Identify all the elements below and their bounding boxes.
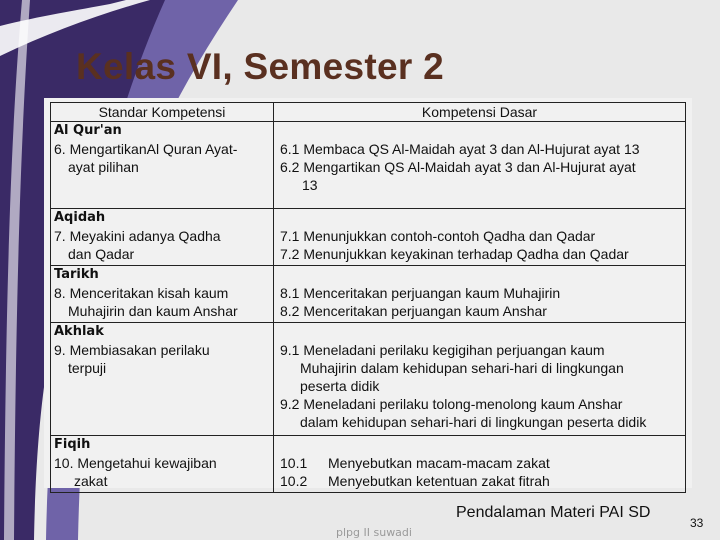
sk-alquran-line2: ayat pilihan [68,159,139,175]
kd-cell-akhlak [274,323,686,436]
kd-alquran-line3: 13 [302,177,318,193]
kd-fiqih-item2 [280,472,682,490]
sk-akhlak-line2: terpuji [68,360,107,376]
category-tarikh: Tarikh [54,267,99,282]
table-row-akhlak [51,323,686,436]
sk-cell-aqidah [51,209,274,266]
kd-aqidah-line1: 7.1 Menunjukkan contoh-contoh Qadha dan Qadar [280,228,596,244]
table-row-alquran [51,122,686,209]
page-number: 33 [690,516,704,530]
kd-cell-aqidah [274,209,686,266]
kd-fiqih-text2: Menyebutkan ketentuan zakat fitrah [328,473,550,489]
table-row-fiqih [51,436,686,493]
sk-cell-fiqih [51,436,274,493]
kd-alquran-line2: 6.2 Mengartikan QS Al-Maidah ayat 3 dan Al-Hujurat ayat [280,159,636,175]
sk-fiqih-line2: zakat [74,473,108,489]
table-row-aqidah [51,209,686,266]
kd-cell-alquran [274,122,686,209]
table-header-row [51,103,686,122]
sk-tarikh-line2: Muhajirin dan kaum Anshar [68,303,238,319]
sk-cell-alquran [51,122,274,209]
watermark: plpg II suwadi [336,526,412,539]
kd-fiqih-text1: Menyebutkan macam-macam zakat [328,455,550,471]
category-aqidah: Aqidah [54,210,106,225]
kd-tarikh-line2: 8.2 Menceritakan perjuangan kaum Anshar [280,303,547,319]
kd-cell-tarikh [274,266,686,323]
sk-cell-tarikh [51,266,274,323]
competency-table [50,102,686,493]
category-alquran: Al Qur'an [54,123,122,138]
header-standar-kompetensi: Standar Kompetensi [51,103,274,122]
kd-tarikh-line1: 8.1 Menceritakan perjuangan kaum Muhajirin [280,285,561,301]
kd-alquran-line1: 6.1 Membaca QS Al-Maidah ayat 3 dan Al-Hujurat ayat 13 [280,141,640,157]
kd-cell-fiqih [274,436,686,493]
kd-aqidah-line2: 7.2 Menunjukkan keyakinan terhadap Qadha dan Qadar [280,246,629,262]
kd-akhlak-line3: peserta didik [300,378,380,394]
table-row-tarikh [51,266,686,323]
sk-akhlak-line1: 9. Membiasakan perilaku [54,342,210,358]
sk-cell-akhlak [51,323,274,436]
sk-fiqih-line1: 10. Mengetahui kewajiban [54,455,217,471]
kd-akhlak-line4: 9.2 Meneladani perilaku tolong-menolong kaum Anshar [280,396,623,412]
category-fiqih: Fiqih [54,437,91,452]
kd-akhlak-line5: dalam kehidupan sehari-hari di lingkungan peserta didik [300,414,647,430]
kd-fiqih-item1 [280,454,682,472]
kd-akhlak-line2: Muhajirin dalam kehidupan sehari-hari di lingkungan [300,360,624,376]
sk-alquran-line1: 6. MengartikanAl Quran Ayat- [54,141,238,157]
header-kompetensi-dasar: Kompetensi Dasar [274,103,686,122]
category-akhlak: Akhlak [54,324,104,339]
sk-tarikh-line1: 8. Menceritakan kisah kaum [54,285,229,301]
kd-fiqih-num2: 10.2 [280,473,308,489]
footer-text: Pendalaman Materi PAI SD [456,504,651,521]
kd-fiqih-num1: 10.1 [280,455,308,471]
kd-akhlak-line1: 9.1 Meneladani perilaku kegigihan perjuangan kaum [280,342,605,358]
sk-aqidah-line1: 7. Meyakini adanya Qadha [54,228,221,244]
slide-title: Kelas VI, Semester 2 [76,46,444,87]
sk-aqidah-line2: dan Qadar [68,246,135,262]
